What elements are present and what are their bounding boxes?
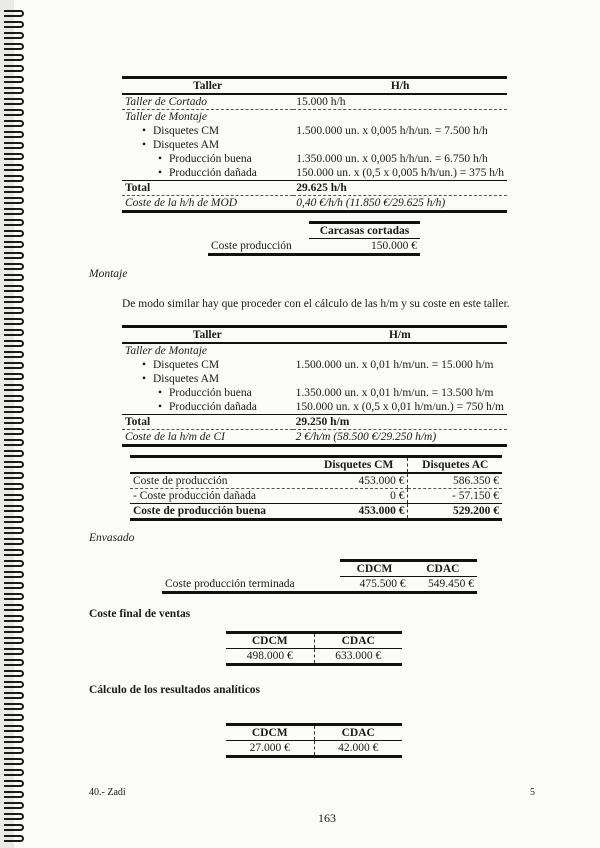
- binding-coil: [4, 406, 24, 413]
- binding-coil: [4, 747, 24, 754]
- binding-coil: [4, 769, 24, 776]
- binding-coil: [4, 351, 24, 358]
- binding-coil: [4, 670, 24, 677]
- row-value: 1.500.000 un. x 0,01 h/m/un. = 15.000 h/m: [295, 359, 494, 371]
- row-value: 150.000 un. x (0,5 x 0,005 h/h/un.) = 375 h/h: [293, 166, 507, 181]
- paragraph: De modo similar hay que proceder con el cálculo de las h/m y su coste en este taller.: [122, 298, 510, 310]
- table-header: Disquetes CM: [310, 457, 408, 474]
- cell-cdcm: 475.500 €: [340, 577, 408, 593]
- row-value: 29.250 h/m: [293, 415, 507, 430]
- table-coste-final: [226, 631, 402, 666]
- binding-coil: [4, 549, 24, 556]
- cell-cdac: 549.450 €: [409, 577, 477, 593]
- binding-coil: [4, 362, 24, 369]
- row-label: • Producción buena: [122, 386, 293, 400]
- binding-coil: [4, 131, 24, 138]
- binding-coil: [4, 186, 24, 193]
- row-label: • Producción dañada: [122, 400, 293, 415]
- binding-coil: [4, 329, 24, 336]
- table-header: CDAC: [314, 633, 402, 649]
- binding-coil: [4, 582, 24, 589]
- binding-coil: [4, 340, 24, 347]
- binding-coil: [4, 373, 24, 380]
- row-value: 150.000 un. x (0,5 x 0,01 h/m/un.) = 750 h/m: [293, 400, 507, 415]
- binding-coil: [4, 230, 24, 237]
- binding-coil: [4, 736, 24, 743]
- section-title: Envasado: [89, 532, 135, 544]
- binding-coil: [4, 439, 24, 446]
- row-value: 0,40 €/h/h (11.850 €/29.625 h/h): [293, 196, 507, 212]
- binding-coil: [4, 780, 24, 787]
- binding-coil: [4, 725, 24, 732]
- table-header: CDCM: [226, 725, 314, 741]
- table-header: H/h: [293, 78, 507, 95]
- binding-coil: [4, 483, 24, 490]
- table-horas-hombre: [122, 76, 507, 213]
- cell-cdcm: 498.000 €: [226, 649, 314, 665]
- binding-coil: [4, 428, 24, 435]
- row-value: 29.625 h/h: [293, 181, 507, 196]
- binding-coil: [4, 604, 24, 611]
- spiral-binding: [0, 0, 26, 848]
- row-value: [293, 110, 507, 125]
- footer-left: 40.- Zadi: [89, 787, 126, 798]
- row-value: 1.350.000 un. x 0,01 h/m/un. = 13.500 h/m: [295, 387, 494, 399]
- table-header: Taller: [122, 78, 293, 95]
- cell-cdac: 42.000 €: [314, 741, 402, 757]
- section-title: Montaje: [89, 268, 128, 280]
- row-label: Taller de Montaje: [125, 111, 207, 123]
- binding-coil: [4, 384, 24, 391]
- binding-coil: [4, 164, 24, 171]
- row-label: Coste de producción buena: [130, 504, 310, 520]
- table-coste-produccion: [130, 455, 502, 521]
- binding-coil: [4, 43, 24, 50]
- binding-coil: [4, 318, 24, 325]
- binding-coil: [4, 153, 24, 160]
- binding-coil: [4, 505, 24, 512]
- binding-coil: [4, 637, 24, 644]
- row-label: • Producción dañada: [122, 166, 293, 181]
- row-label: Coste de la h/m de CI: [122, 430, 293, 446]
- cell-cm: 453.000 €: [310, 473, 408, 489]
- cell-ac: - 57.150 €: [408, 489, 502, 504]
- table-header: Taller: [122, 327, 293, 344]
- binding-coil: [4, 32, 24, 39]
- row-label: • Disquetes CM: [122, 124, 293, 138]
- binding-coil: [4, 10, 24, 17]
- table-resultados: [226, 723, 402, 758]
- table-header: CDAC: [314, 725, 402, 741]
- binding-coil: [4, 571, 24, 578]
- binding-coil: [4, 252, 24, 259]
- cell-ac: 529.200 €: [408, 504, 502, 520]
- binding-coil: [4, 395, 24, 402]
- binding-coil: [4, 648, 24, 655]
- cell-ac: 586.350 €: [408, 473, 502, 489]
- row-label: Total: [122, 415, 293, 430]
- binding-coil: [4, 98, 24, 105]
- table-carcasas: [208, 221, 420, 256]
- binding-coil: [4, 791, 24, 798]
- binding-coil: [4, 274, 24, 281]
- row-value: [293, 343, 507, 358]
- binding-coil: [4, 692, 24, 699]
- row-value: 1.350.000 un. x 0,005 h/h/un. = 6.750 h/h: [296, 153, 488, 165]
- binding-coil: [4, 703, 24, 710]
- cell-cdac: 633.000 €: [314, 649, 402, 665]
- row-label: Total: [122, 181, 293, 196]
- row-label: - Coste producción dañada: [130, 489, 310, 504]
- binding-coil: [4, 538, 24, 545]
- row-label: • Disquetes CM: [122, 358, 293, 372]
- binding-coil: [4, 835, 24, 842]
- binding-coil: [4, 109, 24, 116]
- binding-coil: [4, 65, 24, 72]
- binding-coil: [4, 824, 24, 831]
- binding-coil: [4, 615, 24, 622]
- table-header: CDAC: [409, 561, 477, 577]
- cell-cdcm: 27.000 €: [226, 741, 314, 757]
- binding-coil: [4, 461, 24, 468]
- binding-coil: [4, 626, 24, 633]
- binding-coil: [4, 681, 24, 688]
- row-value: [293, 372, 507, 386]
- binding-coil: [4, 21, 24, 28]
- binding-coil: [4, 758, 24, 765]
- binding-coil: [4, 54, 24, 61]
- row-label: Coste de producción: [130, 473, 310, 489]
- heading-resultados: Cálculo de los resultados analíticos: [89, 684, 261, 696]
- table-horas-maquina: [122, 325, 507, 447]
- row-value: [293, 138, 507, 152]
- heading-coste-final: Coste final de ventas: [89, 608, 191, 620]
- binding-coil: [4, 560, 24, 567]
- row-label: Taller de Cortado: [122, 94, 293, 110]
- row-label: Coste de la h/h de MOD: [122, 196, 293, 212]
- binding-coil: [4, 494, 24, 501]
- cell-cm: 0 €: [310, 489, 408, 504]
- binding-coil: [4, 714, 24, 721]
- row-label: • Disquetes AM: [122, 138, 293, 152]
- binding-coil: [4, 219, 24, 226]
- table-coste-terminada: [162, 559, 477, 594]
- binding-coil: [4, 208, 24, 215]
- binding-coil: [4, 516, 24, 523]
- binding-coil: [4, 450, 24, 457]
- binding-coil: [4, 307, 24, 314]
- row-label: • Disquetes AM: [122, 372, 293, 386]
- binding-coil: [4, 142, 24, 149]
- table-header: Carcasas cortadas: [309, 223, 420, 239]
- row-label: Coste producción terminada: [162, 577, 340, 593]
- row-label: • Producción buena: [122, 152, 293, 166]
- binding-coil: [4, 417, 24, 424]
- binding-coil: [4, 175, 24, 182]
- row-label: Taller de Montaje: [125, 345, 207, 357]
- binding-coil: [4, 76, 24, 83]
- binding-coil: [4, 593, 24, 600]
- binding-coil: [4, 197, 24, 204]
- row-value: 2 €/h/m (58.500 €/29.250 h/m): [293, 430, 507, 446]
- binding-coil: [4, 296, 24, 303]
- row-value: 150.000 €: [309, 239, 420, 255]
- footer-right: 5: [530, 787, 535, 798]
- binding-coil: [4, 241, 24, 248]
- binding-coil: [4, 285, 24, 292]
- binding-coil: [4, 263, 24, 270]
- table-header: Disquetes AC: [408, 457, 502, 474]
- binding-coil: [4, 120, 24, 127]
- row-value: 1.500.000 un. x 0,005 h/h/un. = 7.500 h/h: [296, 125, 488, 137]
- binding-coil: [4, 813, 24, 820]
- binding-coil: [4, 802, 24, 809]
- binding-coil: [4, 87, 24, 94]
- table-header: CDCM: [340, 561, 408, 577]
- row-label: Coste producción: [208, 239, 309, 255]
- binding-coil: [4, 472, 24, 479]
- table-header: H/m: [293, 327, 507, 344]
- row-value: 15.000 h/h: [293, 94, 507, 110]
- binding-coil: [4, 527, 24, 534]
- cell-cm: 453.000 €: [310, 504, 408, 520]
- table-header: CDCM: [226, 633, 314, 649]
- page-number: 163: [318, 811, 336, 825]
- binding-coil: [4, 659, 24, 666]
